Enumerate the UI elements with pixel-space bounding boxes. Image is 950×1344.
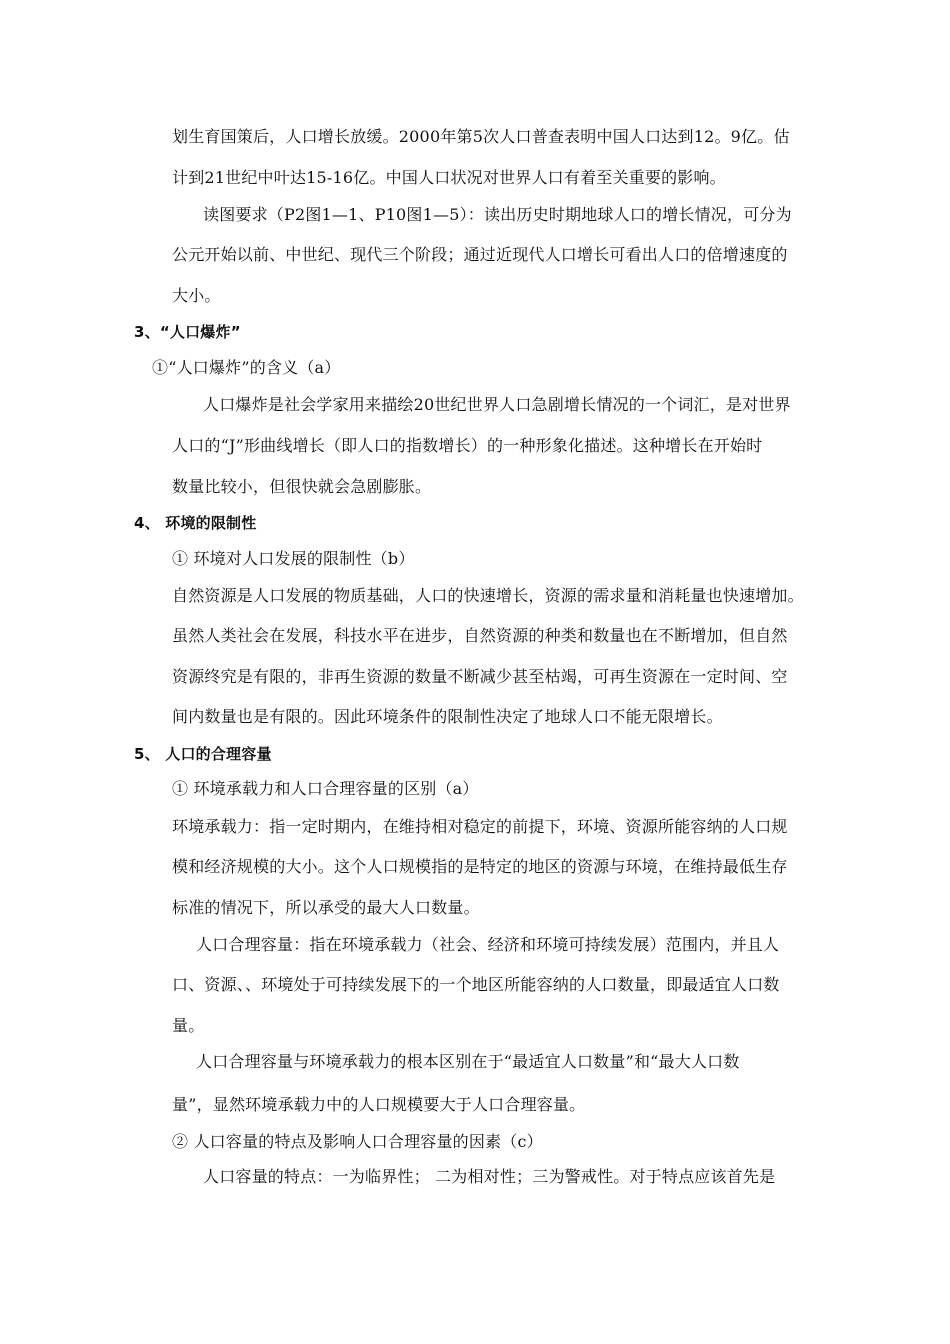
text-line: 虽然人类社会在发展，科技水平在进步，自然资源的种类和数量也在不断增加，但自然 bbox=[172, 626, 788, 645]
subsection-heading: ① 环境对人口发展的限制性（b） bbox=[172, 549, 415, 568]
text-line: 模和经济规模的大小。这个人口规模指的是特定的地区的资源与环境，在维持最低生存 bbox=[172, 857, 788, 876]
text-line: 计到21世纪中叶达15-16亿。中国人口状况对世界人口有着至关重要的影响。 bbox=[172, 168, 726, 187]
subsection-heading: ①“人口爆炸”的含义（a） bbox=[152, 358, 341, 377]
text-line: 人口合理容量：指在环境承载力（社会、经济和环境可持续发展）范围内，并且人 bbox=[196, 935, 780, 954]
text-line: 公元开始以前、中世纪、现代三个阶段；通过近现代人口增长可看出人口的倍增速度的 bbox=[172, 245, 788, 264]
text-line: 资源终究是有限的，非再生资源的数量不断减少甚至枯竭，可再生资源在一定时间、空 bbox=[172, 667, 788, 686]
text-line: 量”，显然环境承载力中的人口规模要大于人口合理容量。 bbox=[172, 1095, 586, 1114]
section-heading-5: 5、 人口的合理容量 bbox=[134, 745, 272, 763]
text-line: 大小。 bbox=[172, 286, 221, 305]
text-line: 数量比较小，但很快就会急剧膨胀。 bbox=[172, 477, 432, 496]
subsection-heading: ② 人口容量的特点及影响人口合理容量的因素（c） bbox=[172, 1132, 543, 1151]
section-heading-4: 4、 环境的限制性 bbox=[134, 514, 257, 532]
text-line: 人口的“J”形曲线增长（即人口的指数增长）的一种形象化描述。这种增长在开始时 bbox=[172, 436, 763, 455]
section-heading-3: 3、“人口爆炸” bbox=[134, 323, 241, 341]
text-line: 划生育国策后，人口增长放缓。2000年第5次人口普查表明中国人口达到12。9亿。估 bbox=[172, 127, 790, 146]
subsection-heading: ① 环境承载力和人口合理容量的区别（a） bbox=[172, 779, 479, 798]
text-line: 环境承载力：指一定时期内，在维持相对稳定的前提下，环境、资源所能容纳的人口规 bbox=[172, 817, 788, 836]
text-line: 间内数量也是有限的。因此环境条件的限制性决定了地球人口不能无限增长。 bbox=[172, 707, 723, 726]
text-line: 人口爆炸是社会学家用来描绘20世纪世界人口急剧增长情况的一个词汇，是对世界 bbox=[203, 395, 791, 414]
text-line: 口、资源、、环境处于可持续发展下的一个地区所能容纳的人口数量，即最适宜人口数 bbox=[172, 975, 780, 994]
text-line: 人口容量的特点：一为临界性； 二为相对性；三为警戒性。对于特点应该首先是 bbox=[203, 1167, 776, 1186]
text-line: 自然资源是人口发展的物质基础，人口的快速增长，资源的需求量和消耗量也快速增加。 bbox=[172, 586, 804, 605]
text-line: 读图要求（P2图1—1、P10图1—5）：读出历史时期地球人口的增长情况，可分为 bbox=[203, 205, 792, 224]
text-line: 人口合理容量与环境承载力的根本区别在于“最适宜人口数量”和“最大人口数 bbox=[196, 1052, 740, 1071]
text-line: 标准的情况下，所以承受的最大人口数量。 bbox=[172, 898, 480, 917]
text-line: 量。 bbox=[172, 1016, 205, 1035]
